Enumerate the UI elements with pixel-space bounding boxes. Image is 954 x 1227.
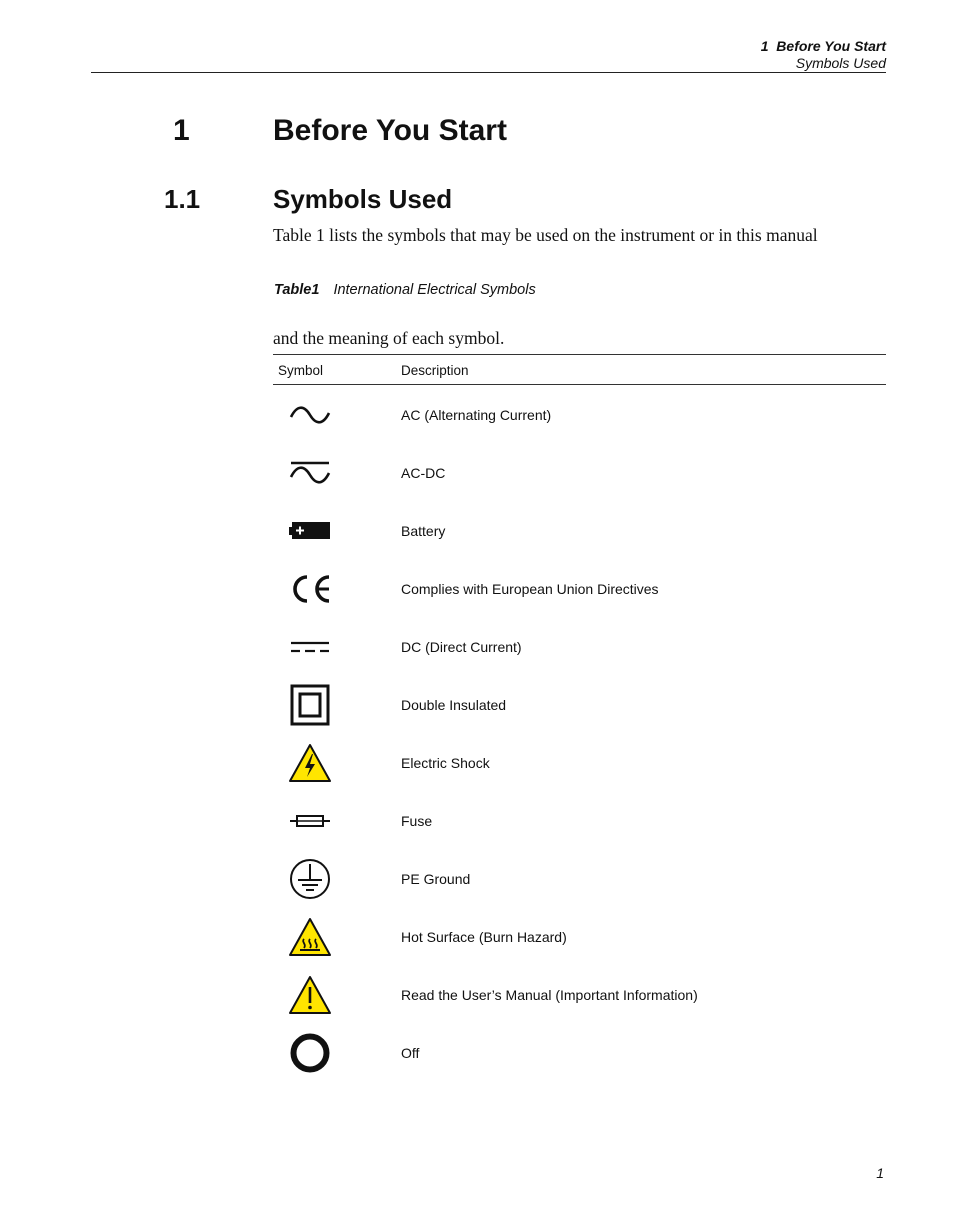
symbol-description: Electric Shock: [401, 755, 490, 771]
page-number: 1: [876, 1165, 884, 1181]
symbol-description: Off: [401, 1045, 420, 1061]
ce-mark-icon: [285, 560, 335, 618]
symbol-description: PE Ground: [401, 871, 471, 887]
chapter-title: Before You Start: [273, 114, 507, 147]
table-caption: [274, 282, 536, 298]
warning-icon: [285, 966, 335, 1024]
symbol-description: DC (Direct Current): [401, 639, 522, 655]
electric-shock-icon: [285, 734, 335, 792]
running-header-section: Symbols Used: [795, 55, 886, 71]
header-rule: [91, 72, 886, 73]
symbol-description: AC-DC: [401, 465, 446, 481]
symbol-description: Complies with European Union Directives: [401, 581, 659, 597]
table-caption-label: Table1: [274, 282, 320, 298]
table-row: [273, 792, 886, 850]
symbols-table: [273, 354, 886, 1061]
fuse-icon: [285, 792, 335, 850]
symbol-column-header: Symbol: [278, 363, 324, 378]
symbol-description: Battery: [401, 523, 446, 539]
table-row: [273, 966, 886, 1024]
hot-surface-icon: [285, 908, 335, 966]
dc-icon: [285, 618, 335, 676]
table-row: [273, 1024, 886, 1082]
symbol-description: Read the User’s Manual (Important Information): [401, 987, 698, 1003]
table-header-row: [273, 355, 886, 385]
pe-ground-icon: [285, 850, 335, 908]
continuation-paragraph: and the meaning of each symbol.: [273, 328, 505, 348]
table-row: [273, 560, 886, 618]
description-column-header: Description: [401, 363, 469, 378]
symbol-description: Fuse: [401, 813, 433, 829]
running-header: [761, 38, 886, 72]
double-insulated-icon: [285, 676, 335, 734]
symbol-description: Hot Surface (Burn Hazard): [401, 929, 567, 945]
symbol-description: Double Insulated: [401, 697, 507, 713]
table-row: [273, 850, 886, 908]
symbol-description: AC (Alternating Current): [401, 407, 552, 423]
off-icon: [285, 1024, 335, 1082]
table-row: [273, 502, 886, 560]
ac-icon: [285, 386, 335, 444]
running-header-chapter: 1 Before You Start: [760, 38, 886, 54]
table-row: [273, 734, 886, 792]
table-row: [273, 618, 886, 676]
table-row: [273, 676, 886, 734]
chapter-number: 1: [173, 114, 190, 147]
intro-paragraph: Table 1 lists the symbols that may be used on the instrument or in this manual: [273, 225, 818, 245]
table-row: [273, 386, 886, 444]
ac-dc-icon: [285, 444, 335, 502]
table-row: [273, 908, 886, 966]
section-title: Symbols Used: [273, 184, 453, 214]
table-row: [273, 444, 886, 502]
section-number: 1.1: [164, 184, 201, 214]
battery-icon: [285, 502, 335, 560]
table-caption-text: International Electrical Symbols: [333, 282, 536, 298]
